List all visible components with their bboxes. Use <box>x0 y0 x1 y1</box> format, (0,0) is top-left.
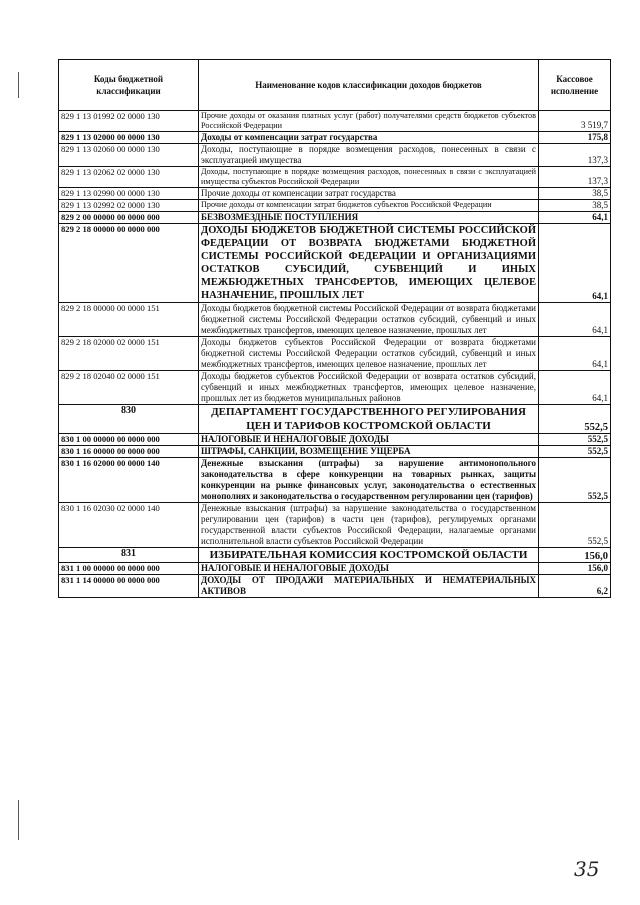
row-name: Денежные взыскания (штрафы) за нарушение антимонопольного законодательства в сфере конкуренции на товарных рынках, защиты конкуренции на рынке финансовых услуг, законодательства о естественных монополиях и законодательства о государственном регулировании цен (тарифов) <box>199 458 539 503</box>
row-name: Доходы бюджетов субъектов Российской Федерации от возврата остатков субсидий, субвенций и иных межбюджетных трансфертов, имеющих целевое назначение, прошлых лет из бюджетов муниципальных районов <box>199 371 539 405</box>
scan-mark-bottom <box>18 800 19 840</box>
row-amount: 3 519,7 <box>539 111 611 132</box>
table-row <box>59 200 611 212</box>
table-row <box>59 132 611 144</box>
row-name: Прочие доходы от оказания платных услуг (работ) получателями средств бюджетов субъектов Российской Федерации <box>199 111 539 132</box>
row-code: 830 1 16 02030 02 0000 140 <box>59 503 199 548</box>
row-name: Доходы от компенсации затрат государства <box>199 132 539 144</box>
row-amount: 64,1 <box>539 212 611 224</box>
table-row <box>59 405 611 434</box>
table-row <box>59 188 611 200</box>
table-row <box>59 212 611 224</box>
row-name: ДОХОДЫ ОТ ПРОДАЖИ МАТЕРИАЛЬНЫХ И НЕМАТЕРИАЛЬНЫХ АКТИВОВ <box>199 575 539 598</box>
scan-mark-top <box>18 72 19 98</box>
row-name: БЕЗВОЗМЕЗДНЫЕ ПОСТУПЛЕНИЯ <box>199 212 539 224</box>
row-name: Доходы, поступающие в порядке возмещения расходов, понесенных в связи с эксплуатацией имущества субъектов Российской Федерации <box>199 167 539 188</box>
row-amount: 156,0 <box>539 563 611 575</box>
page-number: 35 <box>574 857 600 881</box>
row-code: 829 1 13 01992 02 0000 130 <box>59 111 199 132</box>
row-code: 829 1 13 02060 00 0000 130 <box>59 144 199 167</box>
row-code: 831 1 14 00000 00 0000 000 <box>59 575 199 598</box>
revenue-table <box>58 59 611 598</box>
row-amount: 64,1 <box>539 371 611 405</box>
row-code: 829 2 18 02040 02 0000 151 <box>59 371 199 405</box>
table-row <box>59 458 611 503</box>
row-name: Денежные взыскания (штрафы) за нарушение законодательства о государственном регулировании цен (тарифов) в части цен (тарифов), регулируемых органами государственной власти субъектов Российской Федерации, налагаемые органами исполнительной власти субъектов Российской Федерации <box>199 503 539 548</box>
row-code: 830 1 16 02000 00 0000 140 <box>59 458 199 503</box>
row-code: 830 <box>59 405 199 434</box>
table-header-row <box>59 60 611 111</box>
row-name: Доходы, поступающие в порядке возмещения расходов, понесенных в связи с эксплуатацией имущества <box>199 144 539 167</box>
header-name: Наименование кодов классификации доходов бюджетов <box>199 60 539 111</box>
row-code: 830 1 00 00000 00 0000 000 <box>59 434 199 446</box>
row-amount: 6,2 <box>539 575 611 598</box>
table-row <box>59 111 611 132</box>
row-amount: 137,3 <box>539 144 611 167</box>
row-name: ДЕПАРТАМЕНТ ГОСУДАРСТВЕННОГО РЕГУЛИРОВАНИЯ ЦЕН И ТАРИФОВ КОСТРОМСКОЙ ОБЛАСТИ <box>199 405 539 434</box>
row-name: Доходы бюджетов субъектов Российской Федерации от возврата бюджетами бюджетной системы Российской Федерации остатков субсидий, субвенций и иных межбюджетных трансфертов, имеющих целевое назначение, прошлых лет <box>199 337 539 371</box>
table-row <box>59 167 611 188</box>
row-code: 829 2 00 00000 00 0000 000 <box>59 212 199 224</box>
row-code: 830 1 16 00000 00 0000 000 <box>59 446 199 458</box>
row-code: 829 2 18 02000 02 0000 151 <box>59 337 199 371</box>
row-amount: 552,5 <box>539 458 611 503</box>
table-row <box>59 446 611 458</box>
row-name: Доходы бюджетов бюджетной системы Российской Федерации от возврата бюджетами бюджетной системы Российской Федерации остатков субсидий, субвенций и иных межбюджетных трансфертов, имеющих целевое назначение, прошлых лет <box>199 303 539 337</box>
row-amount: 38,5 <box>539 188 611 200</box>
row-amount: 64,1 <box>539 337 611 371</box>
table-row <box>59 144 611 167</box>
budget-table-sheet <box>58 59 610 598</box>
row-name: НАЛОГОВЫЕ И НЕНАЛОГОВЫЕ ДОХОДЫ <box>199 434 539 446</box>
table-row <box>59 563 611 575</box>
row-amount: 552,5 <box>539 446 611 458</box>
row-code: 829 1 13 02992 02 0000 130 <box>59 200 199 212</box>
row-name: Прочие доходы от компенсации затрат государства <box>199 188 539 200</box>
table-row <box>59 303 611 337</box>
row-name: ДОХОДЫ БЮДЖЕТОВ БЮДЖЕТНОЙ СИСТЕМЫ РОССИЙСКОЙ ФЕДЕРАЦИИ ОТ ВОЗВРАТА БЮДЖЕТАМИ БЮДЖЕТНОЙ СИСТЕМЫ РОССИЙСКОЙ ФЕДЕРАЦИИ И ОРГАНИЗАЦИЯМИ ОСТАТКОВ СУБСИДИЙ, СУБВЕНЦИЙ И ИНЫХ МЕЖБЮДЖЕТНЫХ ТРАНСФЕРТОВ, ИМЕЮЩИХ ЦЕЛЕВОЕ НАЗНАЧЕНИЕ, ПРОШЛЫХ ЛЕТ <box>199 224 539 303</box>
row-name: ИЗБИРАТЕЛЬНАЯ КОМИССИЯ КОСТРОМСКОЙ ОБЛАСТИ <box>199 548 539 563</box>
row-amount: 137,3 <box>539 167 611 188</box>
table-row <box>59 575 611 598</box>
row-amount: 156,0 <box>539 548 611 563</box>
table-row <box>59 371 611 405</box>
table-body <box>59 111 611 598</box>
row-code: 829 1 13 02000 00 0000 130 <box>59 132 199 144</box>
row-name: НАЛОГОВЫЕ И НЕНАЛОГОВЫЕ ДОХОДЫ <box>199 563 539 575</box>
row-code: 829 2 18 00000 00 0000 151 <box>59 303 199 337</box>
header-codes: Коды бюджетной классификации <box>59 60 199 111</box>
row-name: ШТРАФЫ, САНКЦИИ, ВОЗМЕЩЕНИЕ УЩЕРБА <box>199 446 539 458</box>
table-row <box>59 503 611 548</box>
header-amount: Кассовое исполнение <box>539 60 611 111</box>
table-row <box>59 434 611 446</box>
row-code: 831 1 00 00000 00 0000 000 <box>59 563 199 575</box>
table-row <box>59 337 611 371</box>
row-code: 829 1 13 02990 00 0000 130 <box>59 188 199 200</box>
row-amount: 64,1 <box>539 303 611 337</box>
row-amount: 552,5 <box>539 405 611 434</box>
row-amount: 38,5 <box>539 200 611 212</box>
row-name: Прочие доходы от компенсации затрат бюджетов субъектов Российской Федерации <box>199 200 539 212</box>
row-code: 831 <box>59 548 199 563</box>
row-amount: 552,5 <box>539 434 611 446</box>
table-row <box>59 224 611 303</box>
row-amount: 64,1 <box>539 224 611 303</box>
table-row <box>59 548 611 563</box>
row-code: 829 2 18 00000 00 0000 000 <box>59 224 199 303</box>
row-amount: 552,5 <box>539 503 611 548</box>
row-code: 829 1 13 02062 02 0000 130 <box>59 167 199 188</box>
row-amount: 175,8 <box>539 132 611 144</box>
